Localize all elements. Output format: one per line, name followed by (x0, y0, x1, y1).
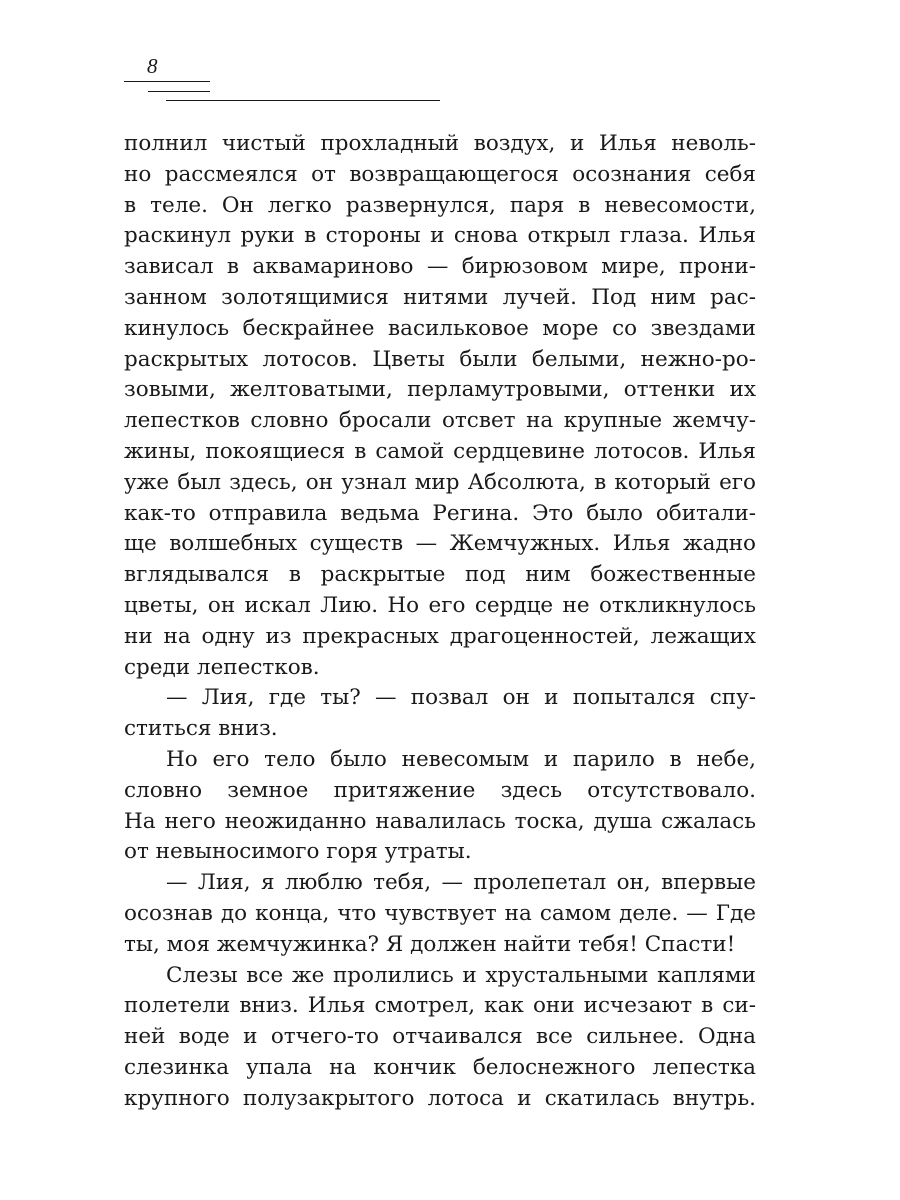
text-line: цветы, он искал Лию. Но его сердце не откликнулось (124, 592, 756, 618)
text-line: ты, моя жемчужинка? Я должен найти тебя! Спасти! (124, 931, 736, 957)
text-line: Но его тело было невесомым и парило в небе, (166, 746, 756, 772)
header-rule-top (124, 81, 210, 82)
text-line: полнил чистый прохладный воздух, и Илья неволь- (124, 131, 756, 156)
text-line: зовыми, желтоватыми, перламутровыми, оттенки их (124, 377, 756, 403)
text-line: осознав до конца, что чувствует на самом деле. — Где (124, 900, 756, 926)
header-rule-long (166, 100, 440, 101)
text-line: крупного полузакрытого лотоса и скатилась внутрь. (124, 1085, 756, 1111)
text-line: как-то отправила ведьма Регина. Это было обитали- (124, 500, 756, 526)
text-line: — Лия, я люблю тебя, — пролепетал он, впервые (166, 870, 756, 896)
page-number: 8 (147, 54, 158, 78)
text-line: раскинул руки в стороны и снова открыл глаза. Илья (124, 223, 756, 249)
text-line: На него неожиданно навалилась тоска, душа сжалась (124, 808, 756, 834)
text-line: жины, покоящиеся в самой сердцевине лотосов. Илья (124, 438, 756, 464)
text-line: ще волшебных существ — Жемчужных. Илья жадно (124, 531, 756, 557)
text-line: ни на одну из прекрасных драгоценностей, лежащих (124, 623, 756, 649)
header-rule-middle (148, 91, 210, 92)
body-text (124, 129, 756, 1115)
text-line: занном золотящимися нитями лучей. Под ним рас- (124, 284, 756, 310)
text-line: слезинка упала на кончик белоснежного лепестка (124, 1054, 756, 1080)
text-line: в теле. Он легко развернулся, паря в невесомости, (124, 192, 756, 218)
text-line: ней воде и отчего-то отчаивался все сильнее. Одна (124, 1024, 756, 1050)
text-line: вглядывался в раскрытые под ним божественные (124, 562, 756, 588)
text-line: полетели вниз. Илья смотрел, как они исчезают в си- (124, 993, 756, 1019)
text-line: от невыносимого горя утраты. (124, 839, 472, 865)
text-line: — Лия, где ты? — позвал он и попытался спу- (166, 685, 756, 711)
text-line: но рассмеялся от возвращающегося осознания себя (124, 161, 756, 187)
text-line: уже был здесь, он узнал мир Абсолюта, в который его (124, 469, 756, 495)
text-line: словно земное притяжение здесь отсутствовало. (124, 777, 756, 803)
text-line: Слезы все же пролились и хрустальными каплями (166, 962, 756, 988)
text-line: среди лепестков. (124, 654, 320, 680)
text-line: зависал в аквамариново — бирюзовом мире, прони- (124, 254, 756, 280)
text-line: раскрытых лотосов. Цветы были белыми, нежно-ро- (124, 346, 756, 372)
text-line: ститься вниз. (124, 716, 278, 742)
text-line: кинулось бескрайнее васильковое море со звездами (124, 315, 756, 341)
text-line: лепестков словно бросали отсвет на крупные жемчу- (124, 408, 756, 434)
